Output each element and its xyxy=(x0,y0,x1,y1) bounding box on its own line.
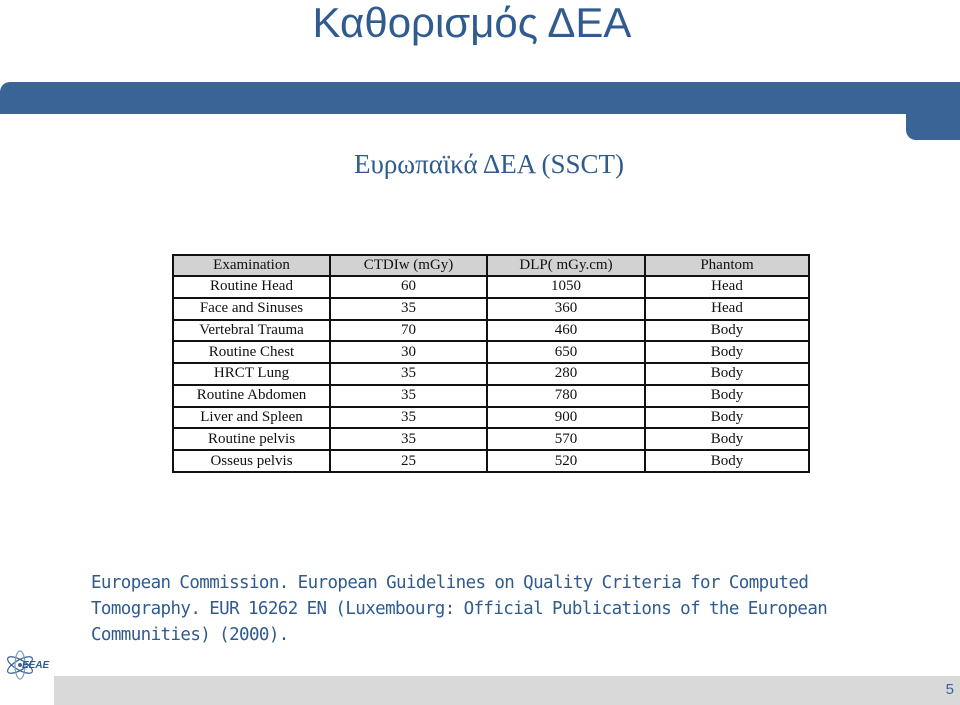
citation-line-2: Tomography. EUR 16262 EN (Luxembourg: Official Publications of the European xyxy=(91,599,828,619)
table-row xyxy=(174,299,808,319)
table-row xyxy=(174,451,808,471)
cell-ctdiw: 30 xyxy=(331,342,486,362)
cell-examination: Routine pelvis xyxy=(174,429,329,449)
table-row xyxy=(174,386,808,406)
reference-citation xyxy=(91,570,891,648)
cell-phantom: Body xyxy=(646,342,808,362)
cell-examination: Vertebral Trauma xyxy=(174,321,329,341)
column-header-phantom: Phantom xyxy=(646,256,808,275)
organization-logo xyxy=(2,648,54,682)
cell-phantom: Body xyxy=(646,364,808,384)
slide-subtitle: Ευρωπαϊκά ΔΕΑ (SSCT) xyxy=(353,149,625,179)
table-row xyxy=(174,408,808,428)
cell-ctdiw: 35 xyxy=(331,429,486,449)
cell-ctdiw: 35 xyxy=(331,386,486,406)
cell-dlp: 280 xyxy=(488,364,644,384)
cell-phantom: Head xyxy=(646,277,808,297)
header-bar-tab xyxy=(906,100,960,140)
slide-title: Καθορισμός ΔΕΑ xyxy=(312,0,632,46)
cell-dlp: 650 xyxy=(488,342,644,362)
column-header-ctdiw: CTDIw (mGy) xyxy=(331,256,486,275)
cell-ctdiw: 70 xyxy=(331,321,486,341)
cell-dlp: 1050 xyxy=(488,277,644,297)
cell-ctdiw: 35 xyxy=(331,408,486,428)
table-row xyxy=(174,364,808,384)
cell-examination: Osseus pelvis xyxy=(174,451,329,471)
table-row xyxy=(174,342,808,362)
cell-dlp: 900 xyxy=(488,408,644,428)
cell-phantom: Body xyxy=(646,429,808,449)
cell-phantom: Body xyxy=(646,321,808,341)
header-bar xyxy=(0,82,960,114)
column-header-dlp: DLP( mGy.cm) xyxy=(488,256,644,275)
cell-examination: Routine Abdomen xyxy=(174,386,329,406)
cell-phantom: Body xyxy=(646,386,808,406)
table-row xyxy=(174,429,808,449)
citation-line-3: Communities) (2000). xyxy=(91,625,289,645)
cell-examination: HRCT Lung xyxy=(174,364,329,384)
cell-phantom: Head xyxy=(646,299,808,319)
cell-dlp: 360 xyxy=(488,299,644,319)
cell-dlp: 570 xyxy=(488,429,644,449)
cell-dlp: 780 xyxy=(488,386,644,406)
cell-examination: Liver and Spleen xyxy=(174,408,329,428)
cell-examination: Routine Chest xyxy=(174,342,329,362)
cell-dlp: 460 xyxy=(488,321,644,341)
dose-reference-table xyxy=(172,254,810,473)
cell-ctdiw: 60 xyxy=(331,277,486,297)
cell-phantom: Body xyxy=(646,408,808,428)
cell-dlp: 520 xyxy=(488,451,644,471)
page-number: 5 xyxy=(945,681,954,698)
citation-line-1: European Commission. European Guidelines on Quality Criteria for Computed xyxy=(91,573,809,593)
cell-examination: Face and Sinuses xyxy=(174,299,329,319)
table-row xyxy=(174,321,808,341)
data-table xyxy=(172,254,810,473)
cell-phantom: Body xyxy=(646,451,808,471)
logo-text: ΕΕΑΕ xyxy=(22,660,50,671)
table-row xyxy=(174,277,808,297)
column-header-examination: Examination xyxy=(174,256,329,275)
cell-ctdiw: 35 xyxy=(331,364,486,384)
cell-ctdiw: 35 xyxy=(331,299,486,319)
cell-ctdiw: 25 xyxy=(331,451,486,471)
footer-bar xyxy=(54,676,960,705)
cell-examination: Routine Head xyxy=(174,277,329,297)
table-header-row xyxy=(174,256,808,275)
